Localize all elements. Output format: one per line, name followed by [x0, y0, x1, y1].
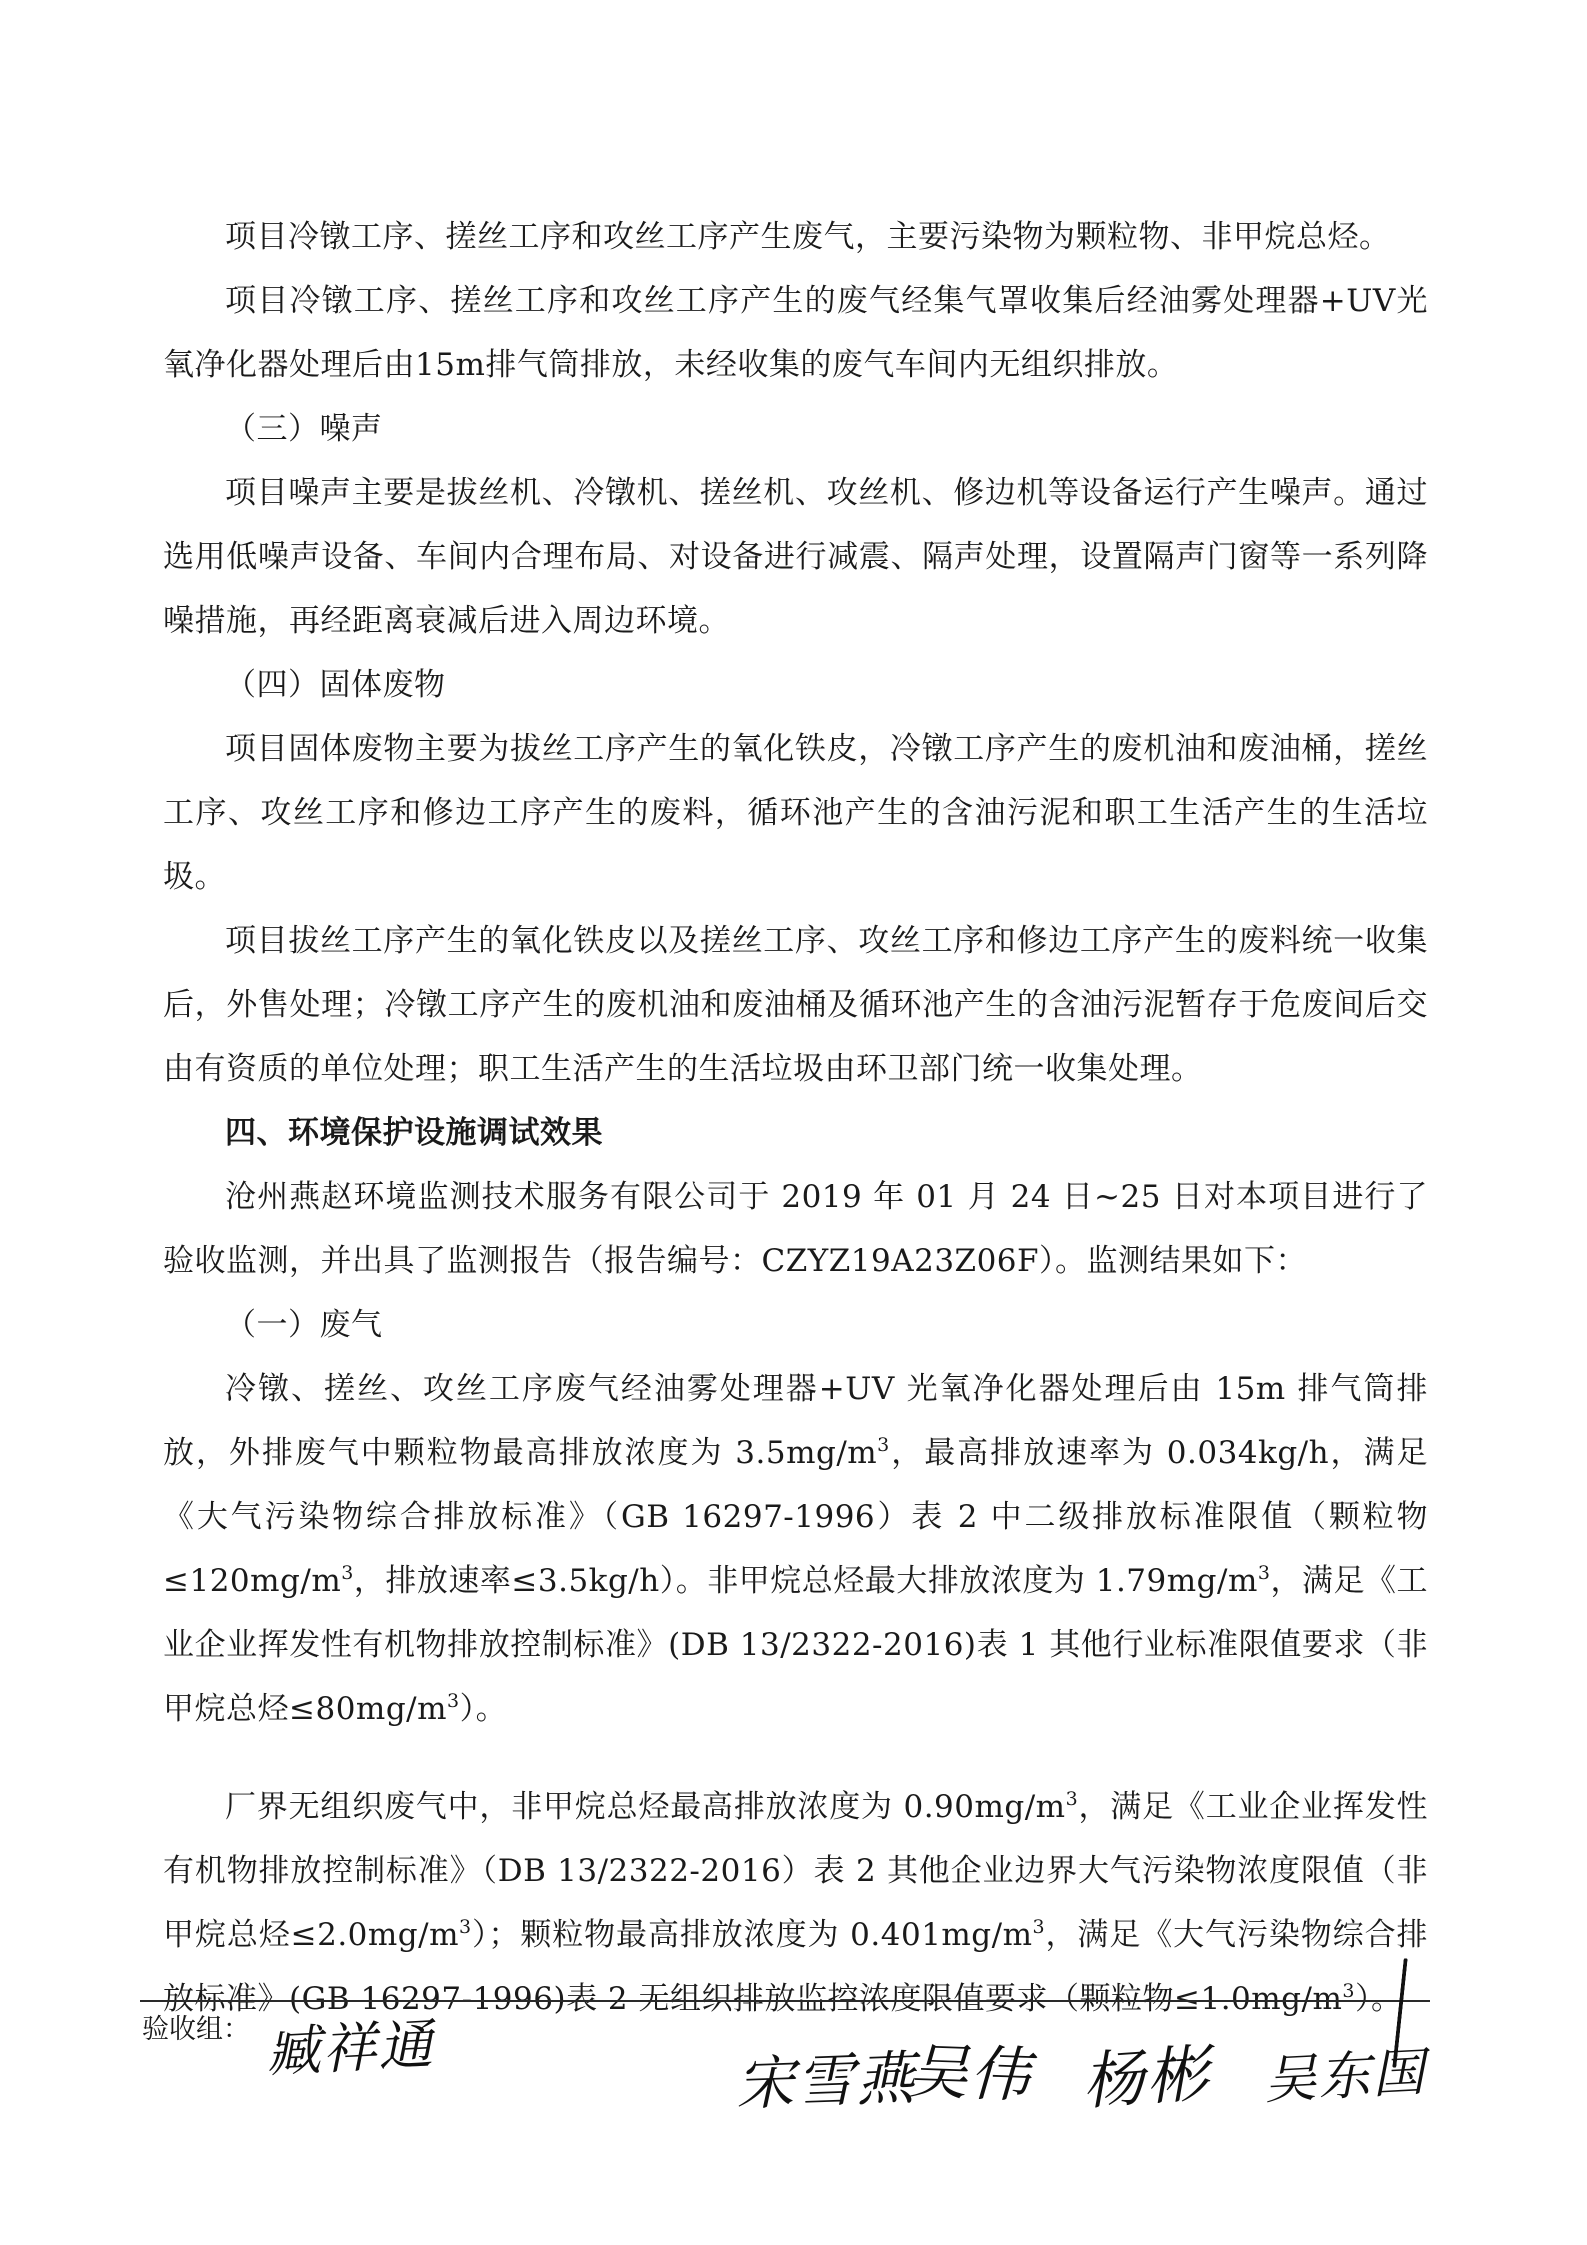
paragraph-solid-waste-sources: 项目固体废物主要为拔丝工序产生的氧化铁皮，冷镦工序产生的废机油和废油桶，搓丝工序、攻丝工序和修边工序产生的废料，循环池产生的含油污泥和职工生活产生的生活垃圾。	[163, 731, 1428, 895]
paragraph-waste-gas-pollutants: 项目冷镦工序、搓丝工序和攻丝工序产生废气，主要污染物为颗粒物、非甲烷总烃。	[225, 219, 1391, 255]
handwritten-signature: 吴东国	[1262, 2042, 1428, 2112]
text-run: ，满足《大气污染物综合排放标准》(GB 16297-1996)表 2 无组织排放监控浓度限值要求（颗粒物≤1.0mg/m	[163, 1917, 1428, 2017]
paragraph-waste-gas-treatment: 项目冷镦工序、搓丝工序和攻丝工序产生的废气经集气罩收集后经油雾处理器+UV光氧净化器处理后由15m排气筒排放，未经收集的废气车间内无组织排放。	[163, 283, 1428, 383]
section-heading-noise: （三）噪声	[225, 411, 383, 447]
text-run: ，满足《工业企业挥发性有机物排放控制标准》（DB 13/2322-2016）表 2 其他企业边界大气污染物浓度限值（非甲烷总烃≤2.0mg/m	[163, 1789, 1428, 1953]
paragraph-noise: 项目噪声主要是拔丝机、冷镦机、搓丝机、攻丝机、修边机等设备运行产生噪声。通过选用低噪声设备、车间内合理布局、对设备进行减震、隔声处理，设置隔声门窗等一系列降噪措施，再经距离衰减后进入周边环境。	[163, 475, 1428, 639]
text-run: ）；颗粒物最高排放浓度为 0.401mg/m	[471, 1917, 1033, 1953]
text-run: 厂界无组织废气中，非甲烷总烃最高排放浓度为 0.90mg/m	[225, 1789, 1066, 1825]
handwritten-signature: 臧祥通	[264, 2012, 436, 2085]
paragraph-fugitive-emission-results	[163, 1775, 1428, 2031]
acceptance-group-label: 验收组：	[142, 2014, 250, 2045]
paragraph-monitoring-intro: 沧州燕赵环境监测技术服务有限公司于 2019 年 01 月 24 日~25 日对本项目进行了验收监测，并出具了监测报告（报告编号：CZYZ19A23Z06F）。监测结果如下：	[163, 1179, 1428, 1279]
section-heading-solid-waste: （四）固体废物	[225, 667, 446, 703]
text-run: 冷镦、搓丝、攻丝工序废气经油雾处理器+UV 光氧净化器处理后由 15m 排气筒排放，外排废气中颗粒物最高排放浓度为 3.5mg/m	[163, 1371, 1428, 1471]
superscript: 3	[877, 1434, 890, 1456]
handwritten-signature: 杨彬	[1079, 2036, 1213, 2119]
superscript: 3	[459, 1916, 472, 1938]
paragraph-organized-emission-results	[163, 1357, 1428, 1741]
text-run: ）。	[1354, 1981, 1403, 2017]
superscript: 3	[447, 1690, 460, 1712]
text-run: ，满足《工业企业挥发性有机物排放控制标准》(DB 13/2322-2016)表 1 其他行业标准限值要求（非甲烷总烃≤80mg/m	[163, 1563, 1428, 1727]
handwritten-signature: 吴伟	[906, 2036, 1034, 2112]
superscript: 3	[1257, 1562, 1271, 1584]
superscript: 3	[1342, 1980, 1355, 2002]
superscript: 3	[341, 1562, 354, 1584]
superscript: 3	[1065, 1788, 1079, 1810]
superscript: 3	[1032, 1916, 1046, 1938]
footer-divider	[140, 2000, 1430, 2002]
text-run: ）。	[459, 1691, 508, 1727]
paragraph-solid-waste-disposal: 项目拔丝工序产生的氧化铁皮以及搓丝工序、攻丝工序和修边工序产生的废料统一收集后，外售处理；冷镦工序产生的废机油和废油桶及循环池产生的含油污泥暂存于危废间后交由有资质的单位处理；职工生活产生的生活垃圾由环卫部门统一收集处理。	[163, 923, 1428, 1087]
document-body	[163, 205, 1428, 2031]
text-run: ，最高排放速率为 0.034kg/h，满足《大气污染物综合排放标准》（GB 16297-1996）表 2 中二级排放标准限值（颗粒物≤120mg/m	[163, 1435, 1428, 1599]
handwritten-signature: 宋雪燕	[735, 2043, 918, 2119]
section-heading-waste-gas: （一）废气	[225, 1307, 383, 1343]
text-run: ，排放速率≤3.5kg/h）。非甲烷总烃最大排放浓度为 1.79mg/m	[353, 1563, 1258, 1599]
section-heading-environmental-effect: 四、环境保护设施调试效果	[225, 1115, 603, 1151]
